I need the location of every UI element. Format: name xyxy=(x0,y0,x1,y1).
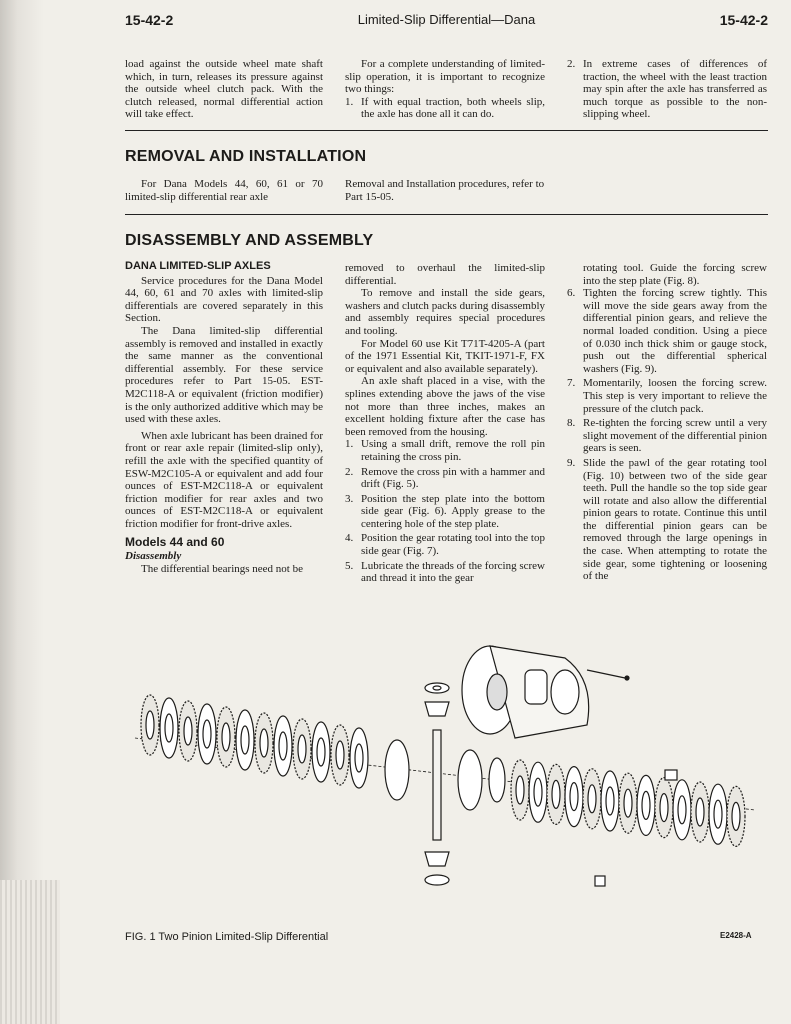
retainer-clip xyxy=(665,770,677,780)
disassembly-col-2 xyxy=(345,262,545,587)
list-item: 1. If with equal traction, both wheels slip, the axle has done all it can do. xyxy=(345,95,545,121)
clutch-plate-hole xyxy=(642,791,650,819)
differential-illustration xyxy=(125,630,768,930)
subhead-disassembly: Disassembly xyxy=(125,550,182,563)
paragraph: The differential bearings need not be xyxy=(141,562,303,575)
clutch-pack-left xyxy=(141,695,368,788)
list-item: 4. Position the gear rotating tool into the top side gear (Fig. 7). xyxy=(345,532,545,558)
differential-case xyxy=(462,646,629,738)
subhead-models: Models 44 and 60 xyxy=(125,535,225,550)
list-item: 1. Using a small drift, remove the roll pin retaining the cross pin. xyxy=(345,438,545,463)
figure-differential-exploded xyxy=(125,630,768,930)
clutch-plate-hole xyxy=(624,789,632,817)
top-col-2-intro: For a complete understanding of limited-slip operation, it is important to recognize two things: xyxy=(345,58,545,96)
top-col-2 xyxy=(345,58,545,123)
page-header xyxy=(125,12,768,32)
spherical-washer xyxy=(489,758,505,802)
figure-caption: FIG. 1 Two Pinion Limited-Slip Differential xyxy=(125,931,329,943)
disassembly-col-1 xyxy=(125,260,323,575)
list-item: 2. Remove the cross pin with a hammer and drift (Fig. 5). xyxy=(345,465,545,491)
paragraph: An axle shaft placed in a vise, with the splines extending above the jaws of the vise not more than three inches, makes an excellent holding fixture after the case has been removed from the housing. xyxy=(345,375,545,438)
list-item: 6. Tighten the forcing screw tightly. This will move the side gears away from the differential pinion gears, and relieve the normal loaded condition. Using a piece of 0.030 inch thick shim or gauge stock, push out the differential spherical washers (Fig. 9). xyxy=(567,287,767,375)
clutch-plate-hole xyxy=(241,726,249,754)
top-col-1-text: load against the outside wheel mate shaft which, in turn, releases its pressure against the outside wheel clutch pack. With the clutch released, normal differential action will take effect. xyxy=(125,58,323,121)
list-item: 7. Momentarily, loosen the forcing screw. This step is very important to relieve the pressure of the clutch pack. xyxy=(567,377,767,415)
clutch-plate-hole xyxy=(165,714,173,742)
clutch-plate-hole xyxy=(336,741,344,769)
clutch-plate-hole xyxy=(516,776,524,804)
cross-pin-and-pinions xyxy=(425,683,449,885)
clutch-plate-hole xyxy=(355,744,363,772)
clutch-plate-hole xyxy=(606,787,614,815)
clutch-pack-right xyxy=(511,760,745,846)
clutch-plate-hole xyxy=(678,796,686,824)
clutch-plate-hole xyxy=(732,802,740,830)
figure-id: E2428-A xyxy=(720,931,752,940)
list-item: 2. In extreme cases of differences of traction, the wheel with the least traction may spin after the axle has transferred as much torque as possible to the non-slipping wheel. xyxy=(567,58,767,121)
clutch-plate-hole xyxy=(260,729,268,757)
list-item: 9. Slide the pawl of the gear rotating tool (Fig. 10) between two of the side gear teeth. Pull the handle so the top side gear will rotate and also allow the differential pinion gears to rotate. Continue this until the differential pinion gears can be removed through the large openings in the case. When attempting to rotate the side gear, some tightening or loosening of the xyxy=(567,456,767,583)
retainer-clip xyxy=(595,876,605,886)
paragraph: rotating tool. Guide the forcing screw into the step plate (Fig. 8). xyxy=(583,262,767,287)
section-rule xyxy=(125,214,768,215)
top-col-3 xyxy=(567,58,767,123)
clutch-plate-hole xyxy=(714,800,722,828)
running-title: Limited-Slip Differential—Dana xyxy=(357,12,536,27)
top-col-2-list xyxy=(345,96,545,121)
clutch-plate-hole xyxy=(298,735,306,763)
page-binding-edge xyxy=(0,0,44,1024)
top-col-1 xyxy=(125,58,323,121)
paragraph: To remove and install the side gears, washers and clutch packs during disassembly and assembly requires special procedures and tooling. xyxy=(345,287,545,337)
side-gear-right xyxy=(458,750,482,810)
steps-list-col-2 xyxy=(345,438,545,585)
list-item: 5. Lubricate the threads of the forcing screw and thread it into the gear xyxy=(345,559,545,585)
clutch-plate-hole xyxy=(203,720,211,748)
removal-col-2-text: Removal and Installation procedures, refer to Part 15-05. xyxy=(345,178,545,203)
list-item: 8. Re-tighten the forcing screw until a very slight movement of the differential pinion gears is seen. xyxy=(567,417,768,455)
clutch-plate-hole xyxy=(222,723,230,751)
paragraph: The Dana limited-slip differential assembly is removed and installed in exactly the same manner as the conventional differential assembly. For these service procedures refer to Part 15-05. EST-M2C118-A or equivalent (friction modifier) is the only authorized additive which may be used with these axles. xyxy=(125,324,323,426)
clutch-plate-hole xyxy=(570,783,578,811)
removal-col-2 xyxy=(345,178,545,203)
removal-col-1 xyxy=(125,178,323,203)
clutch-plate-hole xyxy=(660,794,668,822)
paragraph: Service procedures for the Dana Model 44, 60, 61 and 70 axles with limited-slip differentials are covered separately in this Section. xyxy=(125,274,323,325)
steps-list-col-3 xyxy=(567,287,767,583)
clutch-plate-hole xyxy=(146,711,154,739)
top-col-3-list xyxy=(567,58,767,121)
page-number-left: 15-42-2 xyxy=(125,12,174,28)
subhead-dana-axles: DANA LIMITED-SLIP AXLES xyxy=(125,260,271,272)
list-item: 3. Position the step plate into the bottom side gear (Fig. 6). Apply grease to the centering hole of the step plate. xyxy=(345,492,545,530)
clutch-plate-hole xyxy=(588,785,596,813)
disassembly-col-3 xyxy=(567,262,767,585)
removal-col-1-text: For Dana Models 44, 60, 61 or 70 limited-slip differential rear axle xyxy=(125,178,323,203)
disassembly-title: DISASSEMBLY AND ASSEMBLY xyxy=(125,232,374,249)
paragraph: For Model 60 use Kit T71T-4205-A (part of the 1971 Essential Kit, TKIT-1971-F, FX or equivalent and also available separately). xyxy=(345,337,545,375)
paragraph: When axle lubricant has been drained for front or rear axle repair (limited-slip only), refill the axle with the specified quantity of ESW-M2C105-A or equivalent and add four ounces of EST-M2C118-A or equivalent friction modifier for rear axles and two ounces of EST-M2C118-A or equivalent friction modifier for front-drive axles. xyxy=(125,429,323,530)
paragraph: removed to overhaul the limited-slip differential. xyxy=(345,262,545,287)
clutch-plate-hole xyxy=(317,738,325,766)
section-rule xyxy=(125,130,768,131)
removal-title: REMOVAL AND INSTALLATION xyxy=(125,148,367,165)
side-gear-left xyxy=(385,740,409,800)
clutch-plate-hole xyxy=(552,780,560,808)
clutch-plate-hole xyxy=(279,732,287,760)
clutch-plate-hole xyxy=(534,778,542,806)
page-number-right: 15-42-2 xyxy=(719,12,768,28)
clutch-plate-hole xyxy=(184,717,192,745)
clutch-plate-hole xyxy=(696,798,704,826)
